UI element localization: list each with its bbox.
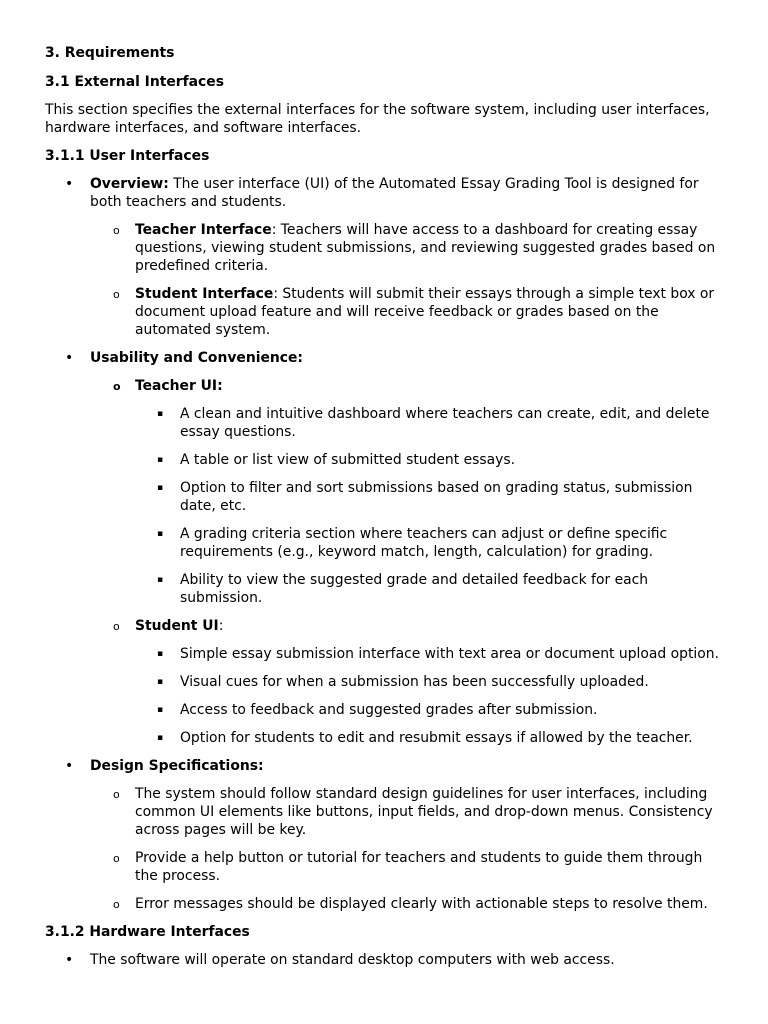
list-item-usability xyxy=(45,349,720,747)
bullet-circle-icon: o xyxy=(113,852,120,865)
list-item xyxy=(135,479,720,515)
student-ui-item: Option for students to edit and resubmit essays if allowed by the teacher. xyxy=(180,730,693,746)
student-ui-list xyxy=(135,645,720,747)
hardware-list xyxy=(45,951,720,969)
bullet-disc-icon: • xyxy=(65,350,74,366)
teacher-interface-text: : Teachers will have access to a dashboard for creating essay questions, viewing student submissions, and reviewing suggested grades based on predefined criteria. xyxy=(135,222,716,274)
teacher-ui-label: Teacher UI: xyxy=(135,378,223,394)
bullet-disc-icon: • xyxy=(65,176,74,192)
bullet-square-icon: ▪ xyxy=(157,649,164,659)
bullet-disc-icon: • xyxy=(65,758,74,774)
bullet-square-icon: ▪ xyxy=(157,705,164,715)
bullet-square-icon: ▪ xyxy=(157,409,164,419)
bullet-square-icon: ▪ xyxy=(157,483,164,493)
list-item xyxy=(90,895,720,913)
bullet-circle-icon: o xyxy=(113,224,120,237)
list-item-overview xyxy=(45,175,720,339)
list-item xyxy=(90,785,720,839)
bullet-square-icon: ▪ xyxy=(157,455,164,465)
bullet-disc-icon: • xyxy=(65,952,74,968)
user-interfaces-list xyxy=(45,175,720,913)
student-ui-label: Student UI xyxy=(135,618,219,634)
bullet-circle-icon: o xyxy=(113,620,120,633)
section-heading-user-interfaces: 3.1.1 User Interfaces xyxy=(45,148,210,164)
hardware-item: The software will operate on standard desktop computers with web access. xyxy=(90,952,615,968)
student-ui-item: Visual cues for when a submission has been successfully uploaded. xyxy=(180,674,649,690)
teacher-ui-list xyxy=(135,405,720,607)
overview-label: Overview: xyxy=(90,176,169,192)
usability-label: Usability and Convenience: xyxy=(90,350,303,366)
teacher-ui-item: Ability to view the suggested grade and detailed feedback for each submission. xyxy=(180,572,649,606)
section-heading-hardware-interfaces: 3.1.2 Hardware Interfaces xyxy=(45,924,250,940)
usability-sublist xyxy=(90,377,720,747)
list-item-student-ui xyxy=(90,617,720,747)
bullet-circle-icon: o xyxy=(113,898,120,911)
list-item xyxy=(135,701,720,719)
intro-paragraph: This section specifies the external interfaces for the software system, including user interfaces, hardware interfaces, and software interfaces. xyxy=(45,102,710,136)
list-item-student-interface xyxy=(90,285,720,339)
student-ui-suffix: : xyxy=(218,618,224,634)
list-item-teacher-interface xyxy=(90,221,720,275)
list-item xyxy=(90,849,720,885)
section-heading-external-interfaces: 3.1 External Interfaces xyxy=(45,74,224,90)
list-item xyxy=(135,451,720,469)
design-item: Error messages should be displayed clearly with actionable steps to resolve them. xyxy=(135,896,708,912)
list-item xyxy=(135,405,720,441)
bullet-circle-icon: o xyxy=(113,380,121,393)
bullet-square-icon: ▪ xyxy=(157,733,164,743)
student-interface-text: : Students will submit their essays through a simple text box or document upload feature and will receive feedback or grades based on the automated system. xyxy=(135,286,715,338)
bullet-circle-icon: o xyxy=(113,288,120,301)
teacher-ui-item: A table or list view of submitted student essays. xyxy=(180,452,516,468)
list-item-teacher-ui xyxy=(90,377,720,607)
bullet-square-icon: ▪ xyxy=(157,529,164,539)
design-item: Provide a help button or tutorial for teachers and students to guide them through the process. xyxy=(135,850,703,884)
bullet-square-icon: ▪ xyxy=(157,677,164,687)
design-sublist xyxy=(90,785,720,913)
design-label: Design Specifications: xyxy=(90,758,264,774)
list-item xyxy=(135,525,720,561)
student-ui-item: Access to feedback and suggested grades after submission. xyxy=(180,702,598,718)
list-item xyxy=(135,645,720,663)
overview-text xyxy=(90,176,699,210)
student-ui-item: Simple essay submission interface with text area or document upload option. xyxy=(180,646,719,662)
list-item xyxy=(135,729,720,747)
list-item xyxy=(45,951,720,969)
section-heading-requirements: 3. Requirements xyxy=(45,45,175,61)
teacher-interface-label: Teacher Interface xyxy=(135,222,272,238)
teacher-ui-item: A clean and intuitive dashboard where teachers can create, edit, and delete essay questions. xyxy=(180,406,710,440)
teacher-ui-item: A grading criteria section where teachers can adjust or define specific requirements (e.g., keyword match, length, calculation) for grading. xyxy=(180,526,668,560)
list-item-design xyxy=(45,757,720,913)
bullet-circle-icon: o xyxy=(113,788,120,801)
overview-sublist xyxy=(90,221,720,339)
list-item xyxy=(135,673,720,691)
bullet-square-icon: ▪ xyxy=(157,575,164,585)
overview-body: The user interface (UI) of the Automated Essay Grading Tool is designed for both teachers and students. xyxy=(90,176,699,210)
list-item xyxy=(135,571,720,607)
teacher-ui-item: Option to filter and sort submissions based on grading status, submission date, etc. xyxy=(180,480,693,514)
student-interface-label: Student Interface xyxy=(135,286,274,302)
design-item: The system should follow standard design guidelines for user interfaces, including common UI elements like buttons, input fields, and drop-down menus. Consistency across pages will be key. xyxy=(135,786,713,838)
